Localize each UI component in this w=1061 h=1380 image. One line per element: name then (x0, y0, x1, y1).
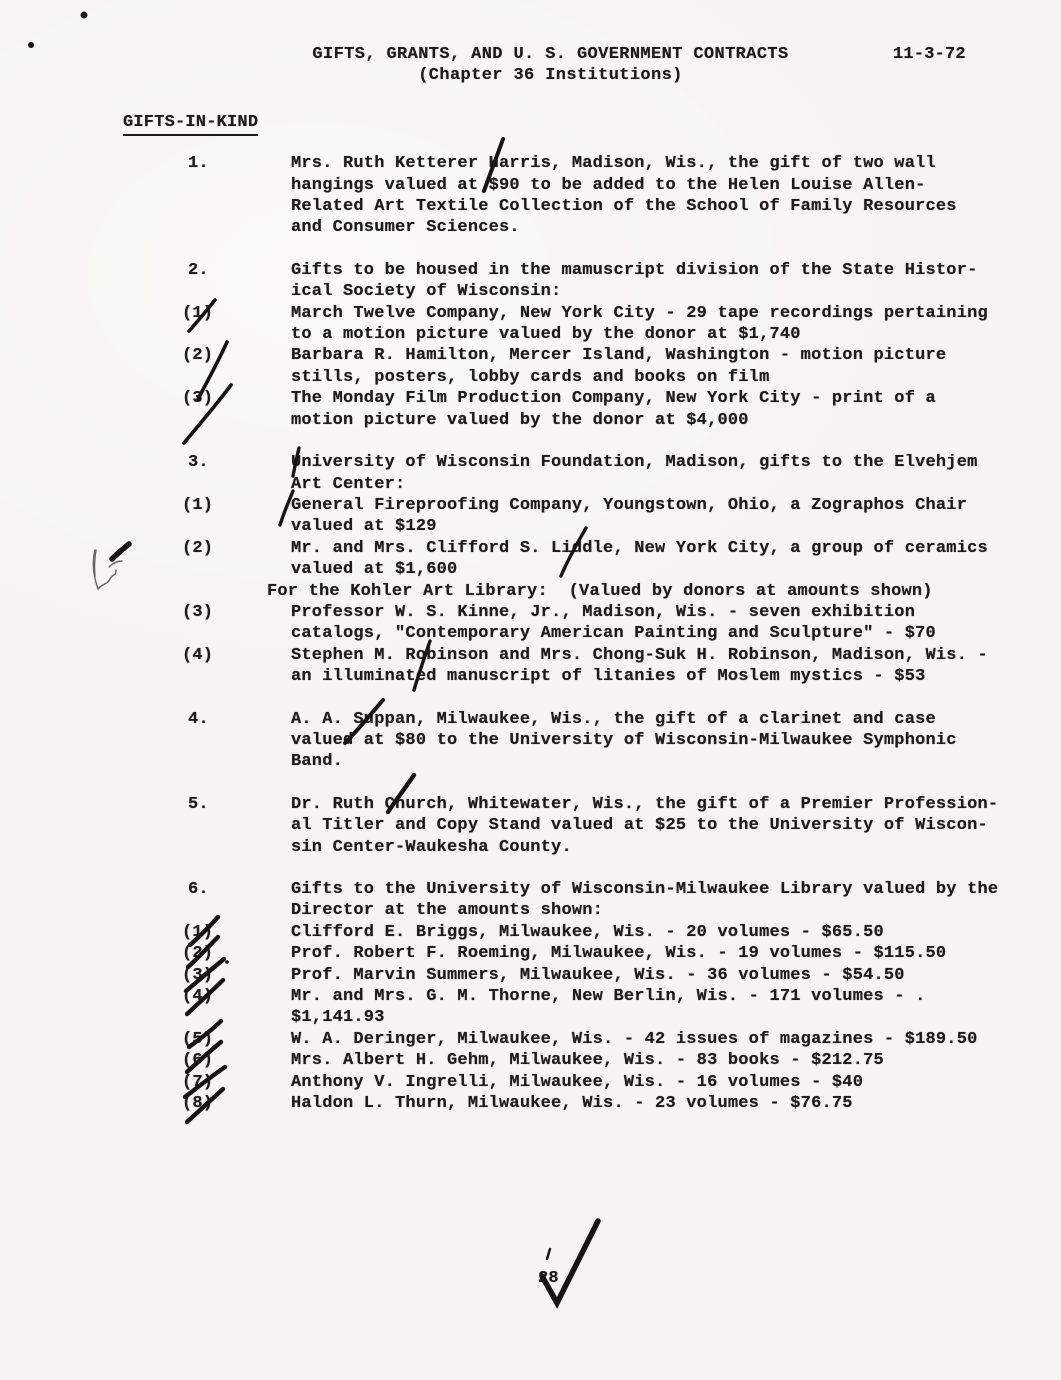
sub-item (182, 303, 1061, 346)
text-line: to a motion picture valued by the donor at $1,740 (291, 325, 801, 345)
sub-item (182, 388, 1061, 431)
text-line: Gifts to be housed in the mamuscript division of the State Histor- (291, 260, 978, 280)
sub-item-number: (3) (182, 965, 214, 985)
sub-item (182, 538, 1061, 581)
sub-item-number: (1) (182, 922, 214, 942)
sub-item (182, 965, 1061, 986)
text-line: Mrs. Ruth Ketterer Harris, Madison, Wis., the gift of two wall (291, 154, 936, 174)
sub-item (182, 1072, 1061, 1093)
text-line: Prof. Marvin Summers, Milwaukee, Wis. - 36 volumes - $54.50 (291, 965, 905, 985)
sub-item (182, 1050, 1061, 1071)
section-heading: GIFTS-IN-KIND (123, 112, 258, 136)
text-line: Dr. Ruth Church, Whitewater, Wis., the gift of a Premier Profession- (291, 794, 999, 814)
section-heading-wrap (123, 112, 1061, 136)
doc-title: GIFTS, GRANTS, AND U. S. GOVERNMENT CONTRACTS (312, 45, 789, 64)
text-line: al Titler and Copy Stand valued at $25 to the University of Wiscon- (291, 816, 988, 836)
item-4 (182, 709, 1061, 773)
sub-item (182, 1093, 1061, 1114)
item-row (182, 260, 1061, 303)
text-line: General Fireproofing Company, Youngstown, Ohio, a Zographos Chair (291, 495, 968, 515)
sub-item-number: (4) (182, 987, 214, 1007)
text-line: catalogs, "Contemporary American Painting and Sculpture" - $70 (291, 624, 936, 644)
text-line: Art Center: (291, 474, 406, 494)
text-line: The Monday Film Production Company, New York City - print of a (291, 389, 936, 409)
text-line: an illuminated manuscript of litanies of Moslem mystics - $53 (291, 667, 926, 687)
page-number: 28 (538, 1269, 559, 1288)
text-line: valued at $129 (291, 517, 437, 537)
text-line: valued at $80 to the University of Wisconsin-Milwaukee Symphonic (291, 730, 957, 750)
sub-item-number: (2) (182, 538, 214, 558)
item-number: 6. (188, 880, 209, 899)
pen-tick-mark (547, 1249, 550, 1259)
sub-item-number: (3) (182, 389, 214, 409)
document-body (0, 153, 1061, 1114)
text-line: For the Kohler Art Library: (Valued by donors at amounts shown) (267, 581, 933, 601)
text-line: hangings valued at $90 to be added to the Helen Louise Allen- (291, 175, 926, 195)
sub-item (182, 495, 1061, 538)
text-line: Director at the amounts shown: (291, 901, 604, 921)
sub-item (182, 345, 1061, 388)
item-number: 5. (188, 794, 209, 814)
item-5 (182, 794, 1061, 858)
item-1 (182, 153, 1061, 239)
sub-item (182, 602, 1061, 645)
item-number: 3. (188, 453, 209, 473)
text-line: Barbara R. Hamilton, Mercer Island, Washington - motion picture (291, 346, 947, 366)
text-line: Professor W. S. Kinne, Jr., Madison, Wis. - seven exhibition (291, 602, 916, 622)
text-line: University of Wisconsin Foundation, Madison, gifts to the Elvehjem (291, 453, 978, 473)
item-3 (182, 452, 1061, 687)
text-line: and Consumer Sciences. (291, 218, 520, 238)
text-line: Prof. Robert F. Roeming, Milwaukee, Wis. - 19 volumes - $115.50 (291, 944, 947, 964)
sub-item (182, 922, 1061, 943)
sub-item-number: (7) (182, 1072, 214, 1092)
sub-item-number: (6) (182, 1051, 214, 1071)
check-mark-page (542, 1221, 598, 1303)
text-line: A. A. Suppan, Milwaukee, Wis., the gift of a clarinet and case (291, 709, 936, 729)
text-line: Stephen M. Robinson and Mrs. Chong-Suk H. Robinson, Madison, Wis. - (291, 645, 988, 665)
sub-item-number: (5) (182, 1029, 214, 1049)
text-line: Mrs. Albert H. Gehm, Milwaukee, Wis. - 83 books - $212.75 (291, 1051, 884, 1071)
item-row (182, 153, 1061, 239)
sub-item (182, 1029, 1061, 1050)
sub-item-number: (1) (182, 495, 214, 515)
sub-item (182, 986, 1061, 1029)
sub-item-number: (2) (182, 944, 214, 964)
text-line: Haldon L. Thurn, Milwaukee, Wis. - 23 volumes - $76.75 (291, 1094, 853, 1114)
text-line: Gifts to the University of Wisconsin-Milwaukee Library valued by the (291, 880, 999, 899)
doc-subtitle: (Chapter 36 Institutions) (418, 66, 683, 86)
sub-item-number: (3) (182, 602, 214, 622)
text-line: W. A. Deringer, Milwaukee, Wis. - 42 issues of magazines - $189.50 (291, 1029, 978, 1049)
text-line: stills, posters, lobby cards and books on film (291, 367, 770, 387)
text-line: ical Society of Wisconsin: (291, 282, 562, 302)
item-number: 2. (188, 260, 209, 280)
sub-item-number: (8) (182, 1094, 214, 1114)
item-row (182, 794, 1061, 858)
doc-date: 11-3-72 (893, 45, 966, 64)
item-row (182, 879, 1061, 922)
sub-item-number: (4) (182, 645, 214, 665)
text-line: Clifford E. Briggs, Milwaukee, Wis. - 20 volumes - $65.50 (291, 922, 884, 942)
ink-speck (81, 12, 88, 19)
sub-item-number: (2) (182, 346, 214, 366)
sub-item (182, 943, 1061, 964)
text-line: $1,141.93 (291, 1008, 385, 1028)
text-line: March Twelve Company, New York City - 29 tape recordings pertaining (291, 303, 988, 323)
item-row (182, 452, 1061, 495)
item-2 (182, 260, 1061, 431)
text-line: Mr. and Mrs. G. M. Thorne, New Berlin, Wis. - 171 volumes - . (291, 987, 926, 1007)
item-6 (182, 879, 1061, 1114)
item-row (182, 709, 1061, 773)
text-line: Related Art Textile Collection of the School of Family Resources (291, 197, 957, 217)
text-line: motion picture valued by the donor at $4,000 (291, 410, 749, 430)
item-number: 4. (188, 709, 209, 729)
kohler-interjection-row (182, 581, 1061, 602)
text-line: valued at $1,600 (291, 560, 458, 580)
sub-item-number: (1) (182, 303, 214, 323)
sub-item (182, 645, 1061, 688)
text-line: Anthony V. Ingrelli, Milwaukee, Wis. - 16 volumes - $40 (291, 1072, 864, 1092)
text-line: Mr. and Mrs. Clifford S. Liddle, New York City, a group of ceramics (291, 538, 988, 558)
text-line: Band. (291, 752, 344, 772)
item-number: 1. (188, 154, 209, 174)
text-line: sin Center-Waukesha County. (291, 837, 572, 857)
